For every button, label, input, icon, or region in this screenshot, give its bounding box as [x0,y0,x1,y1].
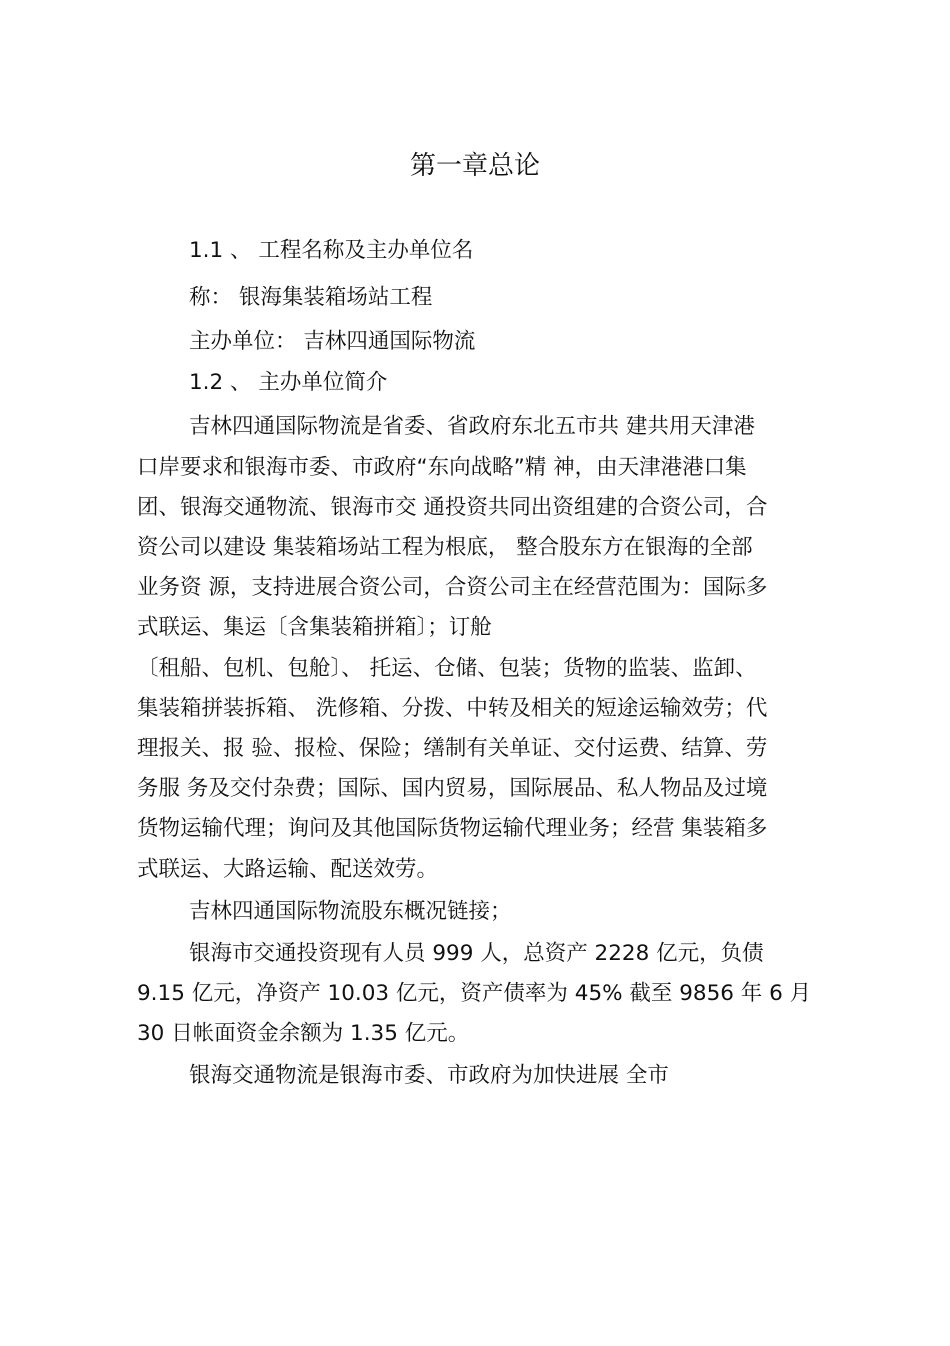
paragraph-line: 式联运、集运〔含集装箱拼箱〕；订舱 [137,615,492,640]
paragraph-line: 团、银海交通物流、银海市交 通投资共同出资组建的合资公司，合 [137,495,768,520]
paragraph-line: 9.15 亿元，净资产 10.03 亿元，资产债率为 45% 截至 9856 年 6 月 [137,981,812,1006]
paragraph-line: 理报关、报 验、报检、保险；缮制有关单证、交付运费、结算、劳 [137,736,768,761]
section-heading-1-2: 1.2 、 主办单位简介 [189,370,388,395]
paragraph-line: 务服 务及交付杂费；国际、国内贸易，国际展品、私人物品及过境 [137,776,768,801]
paragraph-line: 银海交通物流是银海市委、市政府为加快进展 全市 [189,1063,669,1088]
paragraph-line: 式联运、大路运输、配送效劳。 [137,857,439,882]
paragraph-line: 口岸要求和银海市委、市政府“东向战略”精 神，由天津港港口集 [137,455,747,480]
paragraph-line: 资公司以建设 集装箱场站工程为根底， 整合股东方在银海的全部 [137,535,753,560]
paragraph-line: 〔租船、包机、包舱〕、 托运、仓储、包装；货物的监装、监卸、 [137,656,757,681]
paragraph-line: 30 日帐面资金余额为 1.35 亿元。 [137,1021,470,1046]
sponsor-line: 主办单位： 吉林四通国际物流 [189,329,476,354]
paragraph-line: 银海市交通投资现有人员 999 人，总资产 2228 亿元，负债 [189,941,764,966]
paragraph-line: 货物运输代理；询问及其他国际货物运输代理业务；经营 集装箱多 [137,816,768,841]
paragraph-line: 吉林四通国际物流是省委、省政府东北五市共 建共用天津港 [189,414,755,439]
shareholder-link-line: 吉林四通国际物流股东概况链接； [189,899,512,924]
paragraph-line: 集装箱拼装拆箱、 洗修箱、分拨、中转及相关的短途运输效劳；代 [137,696,768,721]
paragraph-line: 业务资 源，支持进展合资公司，合资公司主在经营范围为：国际多 [137,575,768,600]
project-name-line: 称： 银海集装箱场站工程 [189,285,433,310]
chapter-title: 第一章总论 [409,151,540,181]
section-heading-1-1: 1.1 、 工程名称及主办单位名 [189,238,474,263]
